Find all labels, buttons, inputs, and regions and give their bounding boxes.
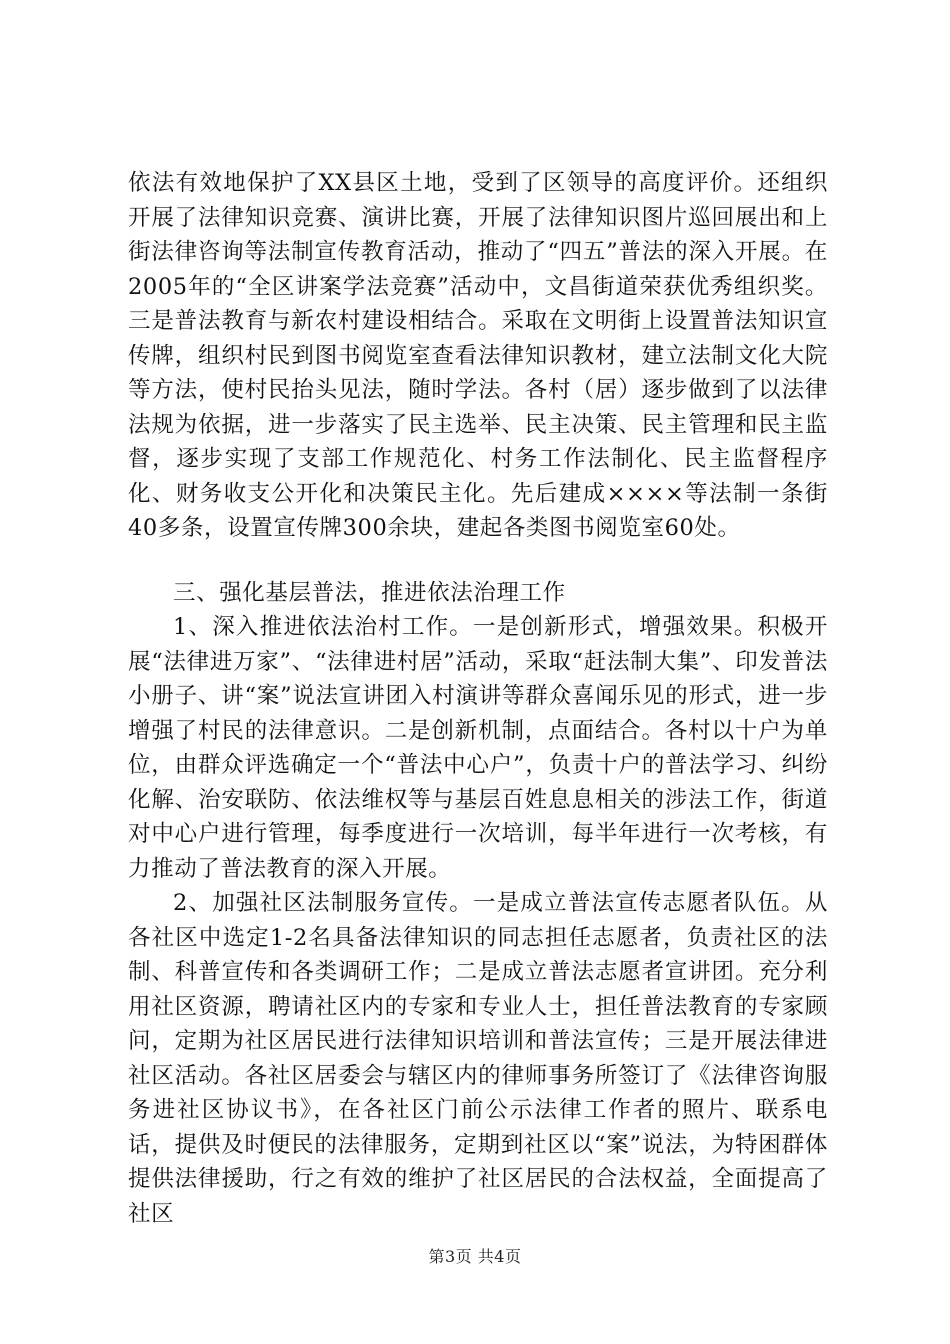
paragraph-continued: 依法有效地保护了XX县区土地，受到了区领导的高度评价。还组织开展了法律知识竞赛、演讲比赛，开展了法律知识图片巡回展出和上街法律咨询等法制宣传教育活动，推动了“四五”普法的深入开展。在2005年的“全区讲案学法竞赛”活动中，文昌街道荣获优秀组织奖。三是普法教育与新农村建设相结合。采取在文明街上设置普法知识宣传牌，组织村民到图书阅览室查看法律知识教材，建立法制文化大院等方法，使村民抬头见法，随时学法。各村（居）逐步做到了以法律法规为依据，进一步落实了民主选举、民主决策、民主管理和民主监督，逐步实现了支部工作规范化、村务工作法制化、民主监督程序化、财务收支公开化和决策民主化。先后建成××××等法制一条街40多条，设置宣传牌300余块，建起各类图书阅览室60处。 [128, 170, 828, 541]
page-footer: 第3页 共4页 [428, 1247, 522, 1266]
section-heading: 三、强化基层普法，推进依法治理工作 [173, 579, 566, 606]
paragraph-community-service: 2、加强社区法制服务宣传。一是成立普法宣传志愿者队伍。从各社区中选定1-2名具备法律知识的同志担任志愿者，负责社区的法制、科普宣传和各类调研工作；二是成立普法志愿者宣讲团。充分利用社区资源，聘请社区内的专家和专业人士，担任普法教育的专家顾问，定期为社区居民进行法律知识培训和普法宣传；三是开展法律进社区活动。各社区居委会与辖区内的律师事务所签订了《法律咨询服务进社区协议书》，在各社区门前公示法律工作者的照片、联系电话，提供及时便民的法律服务，定期到社区以“案”说法，为特困群体提供法律援助，行之有效的维护了社区居民的合法权益，全面提高了社区 [128, 890, 828, 1227]
paragraph-village-governance: 1、深入推进依法治村工作。一是创新形式，增强效果。积极开展“法律进万家”、“法律进村居”活动，采取“赶法制大集”、印发普法小册子、讲“案”说法宣讲团入村演讲等群众喜闻乐见的形式，进一步增强了村民的法律意识。二是创新机制，点面结合。各村以十户为单位，由群众评选确定一个“普法中心户”，负责十户的普法学习、纠纷化解、治安联防、依法维权等与基层百姓息息相关的涉法工作，街道对中心户进行管理，每季度进行一次培训，每半年进行一次考核，有力推动了普法教育的深入开展。 [128, 614, 828, 882]
document-body [128, 166, 828, 1231]
